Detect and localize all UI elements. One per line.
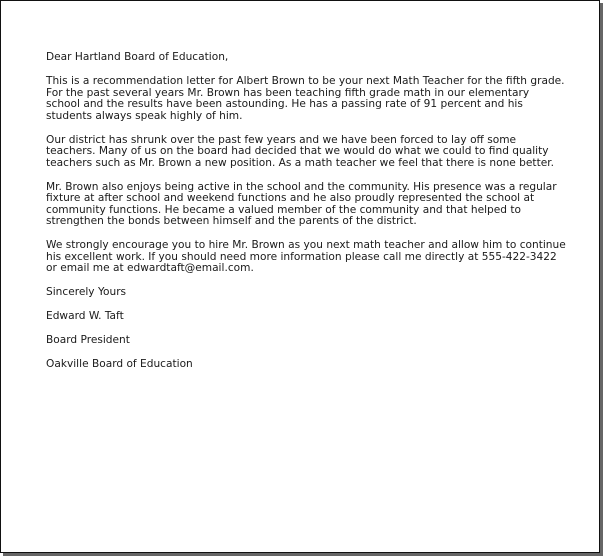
letter-body bbox=[46, 52, 566, 383]
signer-title: Board President bbox=[46, 334, 130, 346]
paragraph-recommendation: This is a recommendation letter for Albert Brown to be your next Math Teacher for the fifth grade. For the past several years Mr. Brown has been teaching fifth grade math in our elementary school and the results have been astounding. He has a passing rate of 91 percent and his students always speak highly of him. bbox=[46, 75, 565, 122]
closing: Sincerely Yours bbox=[46, 286, 127, 298]
salutation: Dear Hartland Board of Education, bbox=[46, 51, 229, 63]
paragraph-district: Our district has shrunk over the past few years and we have been forced to lay off some teachers. Many of us on the board had decided that we would do what we could to find quality teachers such as Mr. Brown a new position. As a math teacher we feel that there is none better. bbox=[46, 133, 554, 169]
paragraph-community: Mr. Brown also enjoys being active in the school and the community. His presence was a regular fixture at after school and weekend functions and he also proudly represented the school at community functions. He became a valued member of the community and that helped to strengthen the bonds between himself and the parents of the district. bbox=[46, 180, 557, 227]
paragraph-contact: We strongly encourage you to hire Mr. Brown as you next math teacher and allow him to continue his excellent work. If you should need more information please call me directly at 555-422-3422 or email me at edwardtaft@email.com. bbox=[46, 239, 566, 274]
signer-organization: Oakville Board of Education bbox=[46, 358, 193, 370]
signer-name: Edward W. Taft bbox=[46, 310, 124, 322]
